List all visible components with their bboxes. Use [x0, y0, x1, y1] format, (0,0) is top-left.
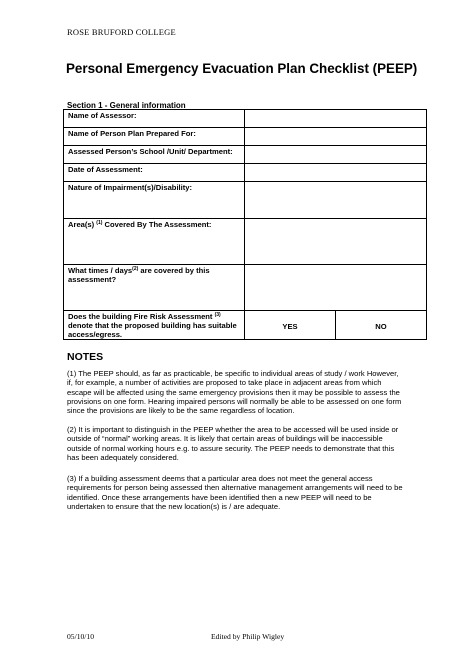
assessor-name-field[interactable] [245, 110, 427, 128]
table-row [64, 146, 427, 164]
note-paragraph-2 [67, 425, 427, 462]
note-paragraph-3 [67, 474, 427, 511]
table-row [64, 265, 427, 311]
footnote-ref: (1) [96, 220, 103, 226]
table-row [64, 182, 427, 219]
note-line: identified. Once these arrangements have been identified then a new PEEP will need to be [67, 492, 372, 502]
table-row [64, 128, 427, 146]
note-line: outside of normal working hours e.g. to assure security. The PEEP needs to demonstrate that this [67, 443, 395, 453]
times-days-field[interactable] [245, 265, 427, 311]
note-line: if, for example, a number of activities are proposed to take place in adjacent areas from which [67, 378, 382, 388]
row-label [64, 219, 245, 265]
impairment-field[interactable] [245, 182, 427, 219]
row-label: Date of Assessment: [64, 164, 245, 182]
table-row [64, 164, 427, 182]
note-line: provisions on one form. Hearing impaired persons will normally be able to be assessed on one form [67, 396, 402, 406]
row-label [64, 311, 245, 340]
person-name-field[interactable] [245, 128, 427, 146]
note-line: since the provisions are likely to be the same regardless of location. [67, 406, 295, 416]
note-line: has been adequately considered. [67, 452, 179, 462]
label-text: What times / days [68, 266, 133, 275]
row-label: Nature of Impairment(s)/Disability: [64, 182, 245, 219]
note-line: (1) The PEEP should, as far as practicable, be specific to individual areas of study / work However, [67, 369, 399, 378]
section-1-title: Section 1 - General information [67, 101, 186, 110]
footer-editor: Edited by Philip Wigley [211, 632, 285, 641]
general-information-table [63, 109, 427, 340]
assessment-date-field[interactable] [245, 164, 427, 182]
department-field[interactable] [245, 146, 427, 164]
row-label: Assessed Person’s School /Unit/ Department: [64, 146, 245, 164]
document-title: Personal Emergency Evacuation Plan Checklist (PEEP) [66, 61, 418, 76]
note-line: (3) If a building assessment deems that a particular area does not meet the general access [67, 474, 373, 483]
table-row [64, 219, 427, 265]
areas-covered-field[interactable] [245, 219, 427, 265]
note-line: requirements for person being assessed then alternative management arrangements will need to be [67, 483, 403, 493]
label-text: Area(s) [68, 220, 97, 229]
note-line: outside of “normal” working areas. It is likely that certain areas of buildings will be inaccessible [67, 434, 383, 444]
note-paragraph-1 [67, 369, 427, 415]
row-label [64, 265, 245, 311]
row-label: Name of Person Plan Prepared For: [64, 128, 245, 146]
label-text: Covered By The Assessment: [102, 220, 212, 229]
college-name: ROSE BRUFORD COLLEGE [67, 27, 176, 37]
no-option[interactable]: NO [336, 311, 427, 340]
label-text: are covered by this assessment? [68, 266, 210, 284]
footnote-ref: (2) [132, 266, 139, 272]
note-line: (2) It is important to distinguish in the PEEP whether the area to be accessed will be used inside or [67, 425, 399, 434]
table-row [64, 110, 427, 128]
yes-option[interactable]: YES [245, 311, 336, 340]
note-line: undertaken to ensure that the new location(s) is / are adequate. [67, 501, 281, 511]
row-label: Name of Assessor: [64, 110, 245, 128]
footer-date: 05/10/10 [67, 632, 95, 641]
label-text: Does the building Fire Risk Assessment [68, 312, 215, 321]
footnote-ref: (3) [214, 312, 221, 318]
label-text: denote that the proposed building has suitable access/egress. [68, 321, 237, 339]
table-row [64, 311, 427, 340]
notes-heading: NOTES [67, 351, 104, 363]
note-line: escape will be affected using the same emergency provisions then it may be possible to assess the [67, 387, 400, 397]
